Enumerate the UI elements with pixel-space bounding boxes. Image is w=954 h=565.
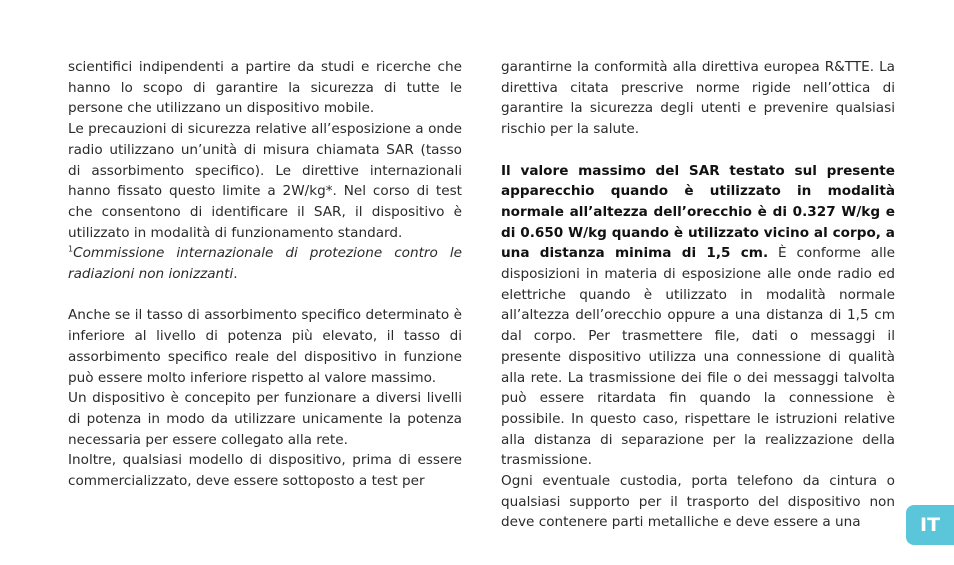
paragraph-gap: [68, 285, 462, 306]
paragraph: Un dispositivo è concepito per funzionare a diversi livelli di potenza in modo da utilizzare unicamente la potenza necessaria per essere collegato alla rete.: [68, 390, 462, 448]
language-tab: IT: [906, 505, 954, 545]
paragraph: scientifici indipendenti a partire da studi e ricerche che hanno lo scopo di garantire la sicurezza di tutte le persone che utilizzano un dispositivo mobile.: [68, 59, 462, 117]
paragraph: Ogni eventuale custodia, porta telefono da cintura o qualsiasi supporto per il trasporto del dispositivo non deve contenere parti metalliche e deve essere a una: [501, 473, 895, 531]
left-column: [68, 57, 462, 492]
footnote-end: .: [233, 266, 238, 283]
footnote-text: Commissione internazionale di protezione contro le radiazioni non ionizzanti: [68, 245, 462, 283]
footnote: [68, 243, 462, 284]
paragraph: Anche se il tasso di assorbimento specifico determinato è inferiore al livello di potenza più elevato, il tasso di assorbimento specifico reale del dispositivo in funzione può essere molto inferiore rispetto al valore massimo.: [68, 307, 462, 386]
right-column: [501, 57, 895, 533]
footnote-mark: 1: [68, 244, 74, 254]
paragraph: Le precauzioni di sicurezza relative all’esposizione a onde radio utilizzano un’unità di misura chiamata SAR (tasso di assorbimento specifico). Le direttive internazionali hanno fissato questo limite a 2W/kg*. Nel corso di test che consentono di identificare il SAR, il dispositivo è utilizzato in modalità di funzionamento standard.: [68, 121, 462, 241]
sar-paragraph-rest: È conforme alle disposizioni in materia di esposizione alle onde radio ed elettriche quando è utilizzato in modalità normale all’altezza dell’orecchio oppure a una distanza di 1,5 cm dal corpo. Per trasmettere file, dati o messaggi il presente dispositivo utilizza una connessione di qualità alla rete. La trasmissione dei file o dei messaggi talvolta può essere ritardata fin quando la connessione è possibile. In questo caso, rispettare le istruzioni relative alla distanza di separazione per la realizzazione della trasmissione.: [501, 245, 896, 469]
paragraph: Inoltre, qualsiasi modello di dispositivo, prima di essere commercializzato, deve essere sottoposto a test per: [68, 452, 462, 490]
sar-value-statement: Il valore massimo del SAR testato sul presente apparecchio quando è utilizzato in modalità normale all’altezza dell’orecchio è di 0.327 W/kg e di 0.650 W/kg quando è utilizzato vicino al corpo, a una distanza minima di 1,5 cm.: [501, 162, 895, 262]
sar-paragraph: [501, 161, 895, 472]
paragraph-gap: [501, 140, 895, 161]
paragraph: garantirne la conformità alla direttiva europea R&TTE. La direttiva citata prescrive norme rigide nell’ottica di garantire la sicurezza degli utenti e prevenire qualsiasi rischio per la salute.: [501, 59, 895, 138]
